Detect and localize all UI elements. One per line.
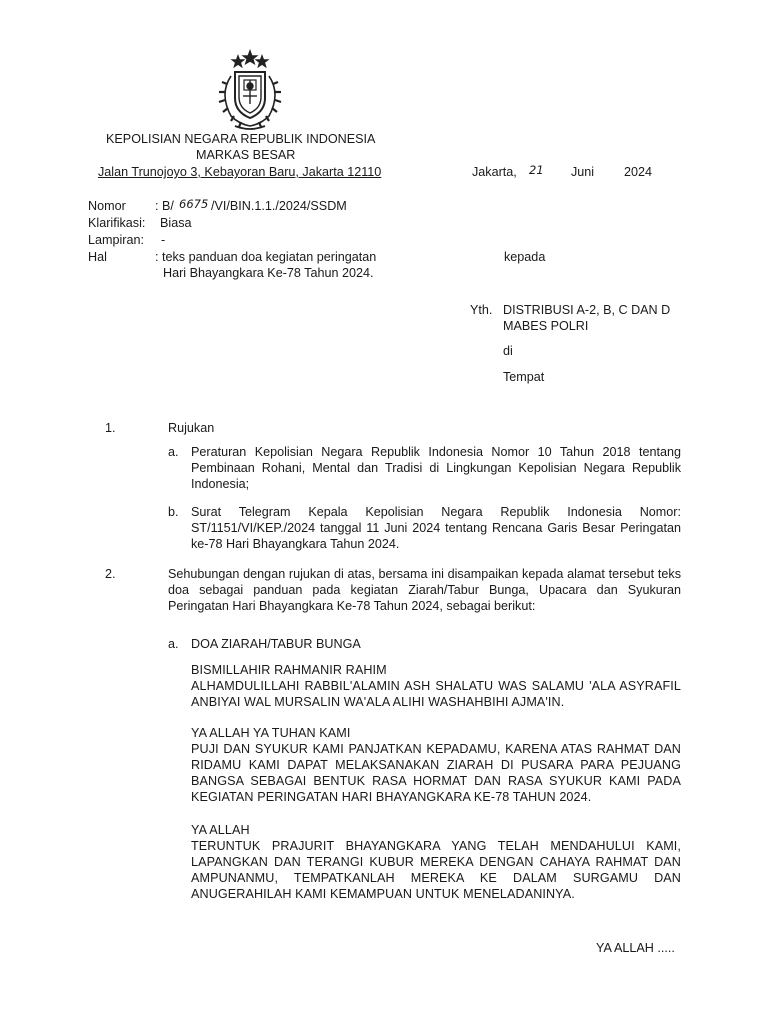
recipient-tempat: Tempat [503, 370, 545, 384]
nomor-handwritten: 6675 [179, 197, 209, 211]
klasifikasi-value: Biasa [160, 216, 192, 230]
organization-address: Jalan Trunojoyo 3, Kebayoran Baru, Jakarta 12110 [98, 165, 382, 179]
prayer-1-heading: BISMILLAHIR RAHMANIR RAHIM [191, 663, 387, 677]
continuation-text: YA ALLAH ..... [596, 941, 675, 955]
hal-label: Hal [88, 250, 107, 264]
date-month: Juni [571, 165, 595, 179]
section-2-text: Sehubungan dengan rujukan di atas, bersama ini disampaikan kepada alamat tersebut teks doa sebagai panduan pada kegiatan Ziarah/Tabur Bunga, Upacara dan Syukuran Peringatan Hari Bhayangkara Ke-78 Tahun 2024, sebagai berikut: [168, 567, 681, 613]
date-year: 2024 [624, 165, 653, 179]
nomor-prefix: : B/ [155, 199, 174, 213]
yth-label: Yth. [470, 303, 493, 317]
reference-a-text: Peraturan Kepolisian Negara Republik Indonesia Nomor 10 Tahun 2018 tentang Pembinaan Rohani, Mental dan Tradisi di Lingkungan Kepolisian Negara Republik Indonesia; [191, 445, 681, 491]
klasifikasi-label: Klarifikasi: [88, 216, 146, 230]
section-2a-marker: a. [168, 637, 179, 651]
prayer-3-heading: YA ALLAH [191, 823, 250, 837]
recipient-di: di [503, 344, 513, 358]
prayer-3-body: TERUNTUK PRAJURIT BHAYANGKARA YANG TELAH MENDAHULUI KAMI, LAPANGKAN DAN TERANGI KUBUR MEREKA DENGAN CAHAYA RAHMAT DAN AMPUNANMU, TEMPATKANLAH MEREKA KE DALAM SURGAMU DAN ANUGERAHILAH KAMI KEMAMPUAN UNTUK MENELADANINYA. [191, 839, 681, 901]
reference-b-text: Surat Telegram Kepala Kepolisian Negara Republik Indonesia Nomor: ST/1151/VI/KEP./2024 tanggal 11 Juni 2024 tentang Rencana Garis Besar Peringatan ke-78 Hari Bhayangkara Tahun 2024. [191, 505, 681, 551]
section-1-number: 1. [105, 421, 116, 435]
organization-name: KEPOLISIAN NEGARA REPUBLIK INDONESIA [106, 132, 376, 146]
date-day-handwritten: 21 [529, 163, 544, 177]
reference-b-marker: b. [168, 505, 179, 519]
section-2-number: 2. [105, 567, 116, 581]
recipient-line-2: MABES POLRI [503, 319, 589, 333]
section-2a-title: DOA ZIARAH/TABUR BUNGA [191, 637, 361, 651]
section-1-title: Rujukan [168, 421, 215, 435]
hal-line-1: : teks panduan doa kegiatan peringatan [155, 250, 377, 264]
prayer-1-body: ALHAMDULILLAHI RABBIL'ALAMIN ASH SHALATU WAS SALAMU 'ALA ASYRAFIL ANBIYAI WAL MURSALIN WA'ALA ALIHI WASHAHBIHI AJMA'IN. [191, 679, 681, 709]
recipient-line-1: DISTRIBUSI A-2, B, C DAN D [503, 303, 671, 317]
nomor-label: Nomor [88, 199, 126, 213]
reference-a-marker: a. [168, 445, 179, 459]
nomor-suffix: /VI/BIN.1.1./2024/SSDM [211, 199, 347, 213]
prayer-2-body: PUJI DAN SYUKUR KAMI PANJATKAN KEPADAMU, KARENA ATAS RAHMAT DAN RIDAMU KAMI DAPAT MELAKSANAKAN ZIARAH DI PUSARA PARA PEJUANG BANGSA SEBAGAI BENTUK RASA HORMAT DAN RASA SYUKUR KAMI PADA KEGIATAN PERINGATAN HARI BHAYANGKARA KE-78 TAHUN 2024. [191, 742, 681, 804]
police-emblem-logo [205, 46, 295, 134]
lampiran-value: - [161, 233, 166, 247]
hal-line-2: Hari Bhayangkara Ke-78 Tahun 2024. [163, 266, 374, 280]
prayer-2-heading: YA ALLAH YA TUHAN KAMI [191, 726, 351, 740]
kepada-label: kepada [504, 250, 546, 264]
lampiran-label: Lampiran: [88, 233, 145, 247]
organization-unit: MARKAS BESAR [196, 148, 296, 162]
date-city: Jakarta, [472, 165, 517, 179]
